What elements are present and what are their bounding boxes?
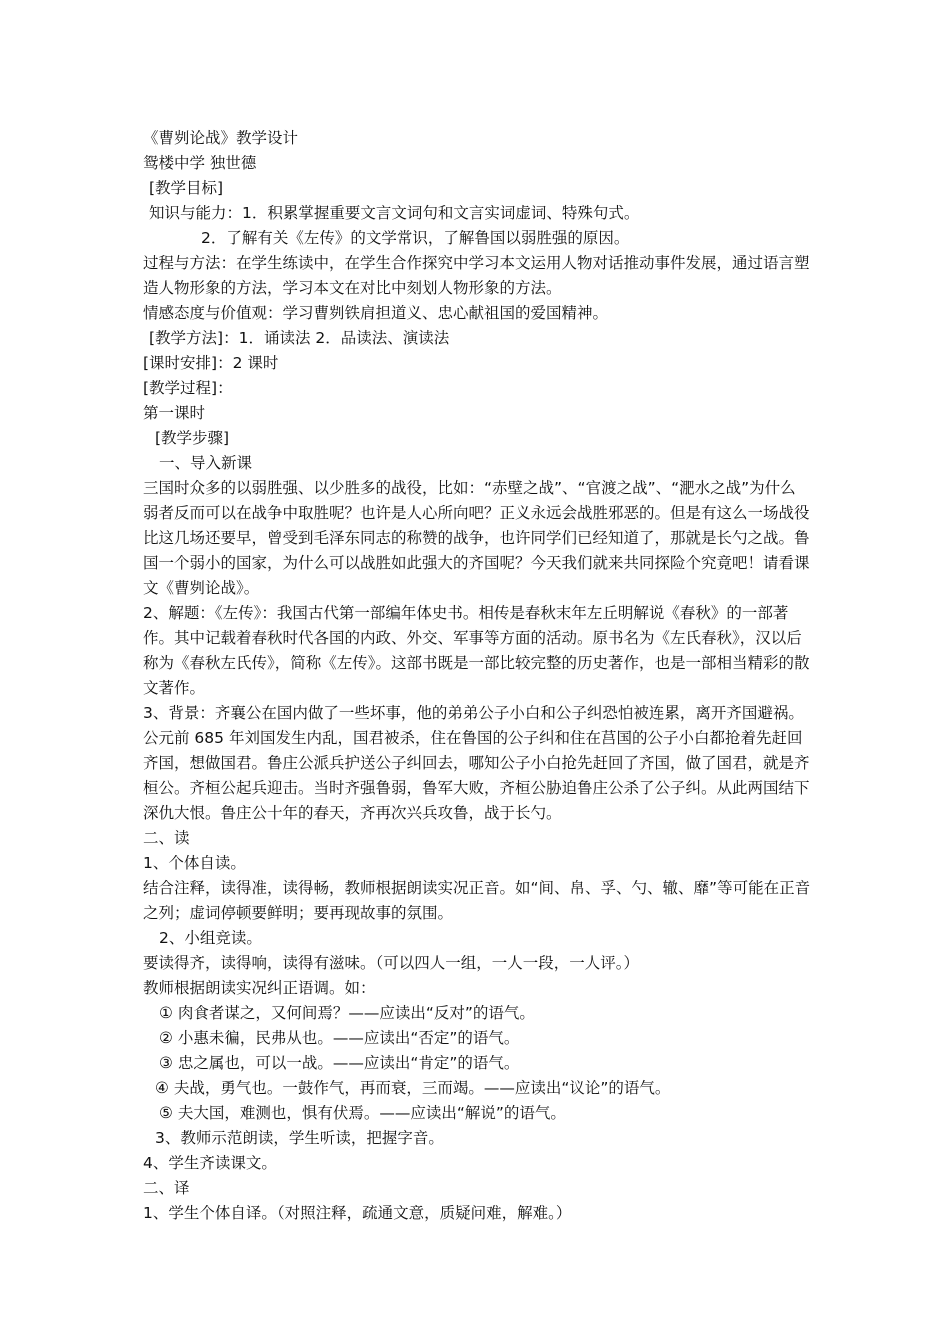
paragraph: 过程与方法：在学生练读中，在学生合作探究中学习本文运用人物对话推动事件发展，通过语言塑造人物形象的方法，学习本文在对比中刻划人物形象的方法。 <box>143 254 810 297</box>
paragraph: 1、学生个体自译。（对照注释，疏通文意，质疑问难，解难。） <box>143 1204 572 1222</box>
paragraph: 教师根据朗读实况纠正语调。如： <box>143 979 376 997</box>
paragraph: 4、学生齐读课文。 <box>143 1154 277 1172</box>
paragraph: 3、背景：齐襄公在国内做了一些坏事，他的弟弟公子小白和公子纠恐怕被连累，离开齐国避祸。公元前 685 年刘国发生内乱，国君被杀，住在鲁国的公子纠和住在莒国的公子小白都抢着先赶回齐国，想做国君。鲁庄公派兵护送公子纠回去，哪知公子小白抢先赶回了齐国，做了国君，就是齐桓公。齐桓公起兵迎击。当时齐强鲁弱，鲁军大败，齐桓公胁迫鲁庄公杀了公子纠。从此两国结下深仇大恨。鲁庄公十年的春天，齐再次兴兵攻鲁，战于长勺。 <box>143 704 810 822</box>
paragraph: 二、译 <box>143 1179 190 1197</box>
paragraph: 一、导入新课 <box>159 454 253 472</box>
paragraph: [教学步骤] <box>155 429 230 447</box>
paragraph: 要读得齐，读得响，读得有滋味。（可以四人一组，一人一段，一人评。） <box>143 954 640 972</box>
paragraph: 2、解题：《左传》：我国古代第一部编年体史书。相传是春秋末年左丘明解说《春秋》的一部著作。其中记载着春秋时代各国的内政、外交、军事等方面的活动。原书名为《左氏春秋》，汉以后称为《春秋左氏传》，简称《左传》。这部书既是一部比较完整的历史著作，也是一部相当精彩的散文著作。 <box>143 604 810 697</box>
paragraph: 二、读 <box>143 829 190 847</box>
paragraph: 1、个体自读。 <box>143 854 246 872</box>
paragraph: 第一课时 <box>143 404 206 422</box>
paragraph: [课时安排]：2 课时 <box>143 354 279 372</box>
paragraph: 三国时众多的以弱胜强、以少胜多的战役，比如：“赤壁之战”、“官渡之战”、“淝水之战”为什么弱者反而可以在战争中取胜呢？也许是人心所向吧？正义永远会战胜邪恶的。但是有这么一场战役比这几场还要早，曾受到毛泽东同志的称赞的战争，也许同学们已经知道了，那就是长勺之战。鲁国一个弱小的国家，为什么可以战胜如此强大的齐国呢？今天我们就来共同探险个究竟吧！请看课文《曹刿论战》。 <box>143 479 810 597</box>
paragraph: [教学方法]：1．诵读法 2．品读法、演读法 <box>149 329 450 347</box>
paragraph: 知识与能力：1．积累掌握重要文言文词句和文言实词虚词、特殊句式。 <box>149 204 640 222</box>
paragraph: ⑤ 夫大国，难测也，惧有伏焉。——应读出“解说”的语气。 <box>159 1104 566 1122</box>
paragraph: ① 肉食者谋之，又何间焉？——应读出“反对”的语气。 <box>159 1004 535 1022</box>
document-lines <box>143 176 811 1226</box>
paragraph: [教学过程]： <box>143 379 233 397</box>
document-body <box>143 126 811 1226</box>
paragraph: ④ 夫战，勇气也。一鼓作气，再而衰，三而竭。——应读出“议论”的语气。 <box>155 1079 671 1097</box>
paragraph: ③ 忠之属也，可以一战。——应读出“肯定”的语气。 <box>159 1054 520 1072</box>
paragraph: [教学目标] <box>149 179 224 197</box>
paragraph: 情感态度与价值观：学习曹刿铁肩担道义、忠心献祖国的爱国精神。 <box>143 304 609 322</box>
document-title: 《曹刿论战》教学设计 <box>143 129 299 147</box>
paragraph: 3、教师示范朗读，学生听读，把握字音。 <box>155 1129 444 1147</box>
paragraph: ② 小惠未徧，民弗从也。——应读出“否定”的语气。 <box>159 1029 520 1047</box>
paragraph: 结合注释，读得准，读得畅，教师根据朗读实况正音。如“间、帛、孚、勺、辙、靡”等可能在正音之列；虚词停顿要鲜明；要再现故事的氛围。 <box>143 879 811 922</box>
document-author: 鸳楼中学 独世德 <box>143 154 257 172</box>
paragraph: 2、小组竞读。 <box>159 929 262 947</box>
paragraph: 2．了解有关《左传》的文学常识，了解鲁国以弱胜强的原因。 <box>201 229 630 247</box>
